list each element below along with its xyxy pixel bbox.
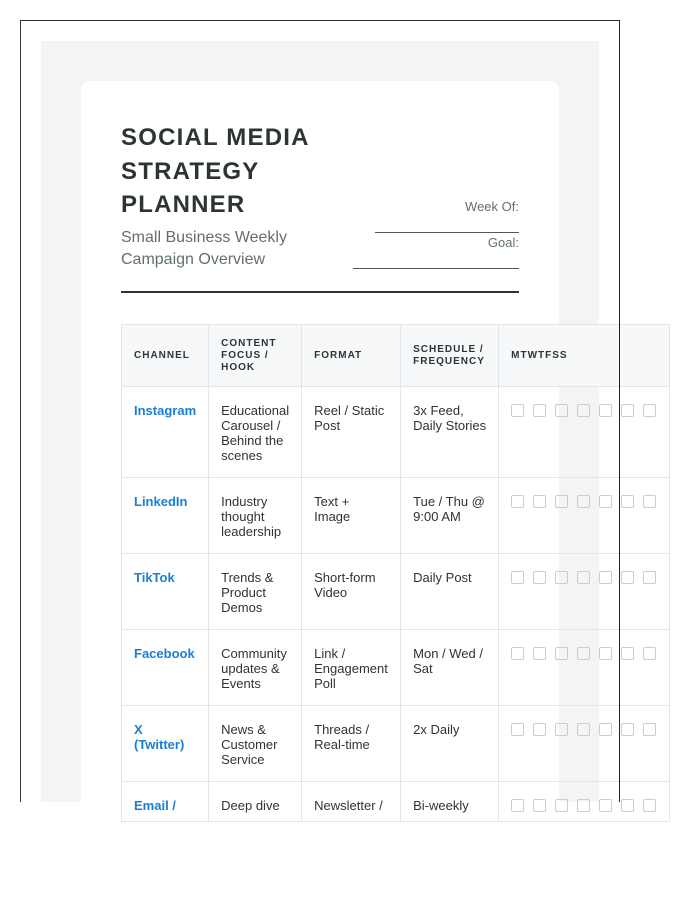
day-checkbox[interactable]	[533, 647, 546, 660]
subtitle-line: Small Business Weekly	[121, 229, 287, 246]
day-checkbox[interactable]	[643, 723, 656, 736]
format-cell: Short-form Video	[302, 554, 401, 630]
page-frame-edge	[619, 20, 620, 802]
format-cell: Reel / Static Post	[302, 387, 401, 478]
days-cell	[499, 554, 670, 630]
channel-cell: Instagram	[122, 387, 209, 478]
day-checkbox[interactable]	[555, 647, 568, 660]
content-focus-cell: Industry thought leadership	[209, 478, 302, 554]
days-cell	[499, 478, 670, 554]
strategy-table	[121, 324, 670, 822]
days-cell	[499, 387, 670, 478]
table-row	[122, 706, 670, 782]
schedule-cell: Bi-weekly	[401, 782, 499, 822]
day-checkbox[interactable]	[533, 404, 546, 417]
day-checkboxes	[511, 798, 657, 812]
goal-label: Goal:	[487, 235, 519, 250]
days-cell	[499, 782, 670, 822]
day-checkbox[interactable]	[599, 404, 612, 417]
day-checkbox[interactable]	[643, 495, 656, 508]
format-cell: Link / Engagement Poll	[302, 630, 401, 706]
channel-cell: TikTok	[122, 554, 209, 630]
content-focus-cell: News & Customer Service	[209, 706, 302, 782]
table-row	[122, 478, 670, 554]
column-header-format: FORMAT	[302, 325, 401, 387]
day-checkboxes	[511, 570, 657, 584]
day-checkbox[interactable]	[577, 647, 590, 660]
channel-cell: X (Twitter)	[122, 706, 209, 782]
day-checkbox[interactable]	[533, 495, 546, 508]
day-checkbox[interactable]	[621, 571, 634, 584]
day-checkbox[interactable]	[511, 723, 524, 736]
content-focus-cell: Trends & Product Demos	[209, 554, 302, 630]
day-checkbox[interactable]	[643, 799, 656, 812]
days-cell	[499, 630, 670, 706]
day-checkbox[interactable]	[621, 799, 634, 812]
day-checkboxes	[511, 403, 657, 417]
column-header-days: MTWTFSS	[499, 325, 670, 387]
day-checkbox[interactable]	[577, 495, 590, 508]
page-title	[121, 121, 351, 222]
format-cell: Text + Image	[302, 478, 401, 554]
day-checkbox[interactable]	[599, 495, 612, 508]
days-cell	[499, 706, 670, 782]
day-checkboxes	[511, 646, 657, 660]
day-checkbox[interactable]	[577, 404, 590, 417]
day-checkbox[interactable]	[599, 647, 612, 660]
day-checkbox[interactable]	[555, 495, 568, 508]
day-checkbox[interactable]	[599, 799, 612, 812]
content-focus-cell: Deep dive	[209, 782, 302, 822]
column-header-channel: CHANNEL	[122, 325, 209, 387]
format-cell: Threads / Real-time	[302, 706, 401, 782]
table-row	[122, 782, 670, 822]
header-divider	[121, 291, 519, 293]
day-checkbox[interactable]	[533, 571, 546, 584]
day-checkbox[interactable]	[511, 495, 524, 508]
content-focus-cell: Community updates & Events	[209, 630, 302, 706]
day-checkbox[interactable]	[599, 571, 612, 584]
schedule-cell: Mon / Wed / Sat	[401, 630, 499, 706]
day-checkbox[interactable]	[621, 723, 634, 736]
day-checkboxes	[511, 722, 657, 736]
day-checkbox[interactable]	[643, 571, 656, 584]
week-of-field[interactable]	[375, 232, 519, 233]
day-checkbox[interactable]	[533, 799, 546, 812]
title-line: STRATEGY	[121, 157, 260, 185]
day-checkbox[interactable]	[643, 404, 656, 417]
column-header-content-focus: CONTENT FOCUS / HOOK	[209, 325, 302, 387]
day-checkbox[interactable]	[555, 571, 568, 584]
day-checkbox[interactable]	[511, 571, 524, 584]
schedule-cell: Tue / Thu @ 9:00 AM	[401, 478, 499, 554]
channel-cell: Facebook	[122, 630, 209, 706]
table-row	[122, 554, 670, 630]
day-checkbox[interactable]	[621, 647, 634, 660]
column-header-schedule: SCHEDULE / FREQUENCY	[401, 325, 499, 387]
table-row	[122, 630, 670, 706]
content-focus-cell: Educational Carousel / Behind the scenes	[209, 387, 302, 478]
day-checkbox[interactable]	[599, 723, 612, 736]
schedule-cell: 2x Daily	[401, 706, 499, 782]
day-checkbox[interactable]	[577, 571, 590, 584]
day-checkbox[interactable]	[555, 404, 568, 417]
day-checkbox[interactable]	[511, 647, 524, 660]
format-cell: Newsletter /	[302, 782, 401, 822]
day-checkboxes	[511, 494, 657, 508]
table-header-row	[122, 325, 670, 387]
day-checkbox[interactable]	[621, 495, 634, 508]
day-checkbox[interactable]	[511, 404, 524, 417]
channel-cell: Email /	[122, 782, 209, 822]
week-of-label: Week Of:	[465, 199, 519, 214]
schedule-cell: Daily Post	[401, 554, 499, 630]
subtitle-line: Campaign Overview	[121, 251, 266, 268]
schedule-cell: 3x Feed, Daily Stories	[401, 387, 499, 478]
title-line: PLANNER	[121, 191, 246, 218]
day-checkbox[interactable]	[577, 799, 590, 812]
day-checkbox[interactable]	[533, 723, 546, 736]
page-subtitle	[121, 227, 351, 271]
day-checkbox[interactable]	[621, 404, 634, 417]
day-checkbox[interactable]	[555, 799, 568, 812]
table-row	[122, 387, 670, 478]
day-checkbox[interactable]	[577, 723, 590, 736]
channel-cell: LinkedIn	[122, 478, 209, 554]
day-checkbox[interactable]	[643, 647, 656, 660]
day-checkbox[interactable]	[555, 723, 568, 736]
goal-field[interactable]	[353, 268, 519, 269]
title-line: SOCIAL MEDIA	[121, 124, 310, 151]
day-checkbox[interactable]	[511, 799, 524, 812]
